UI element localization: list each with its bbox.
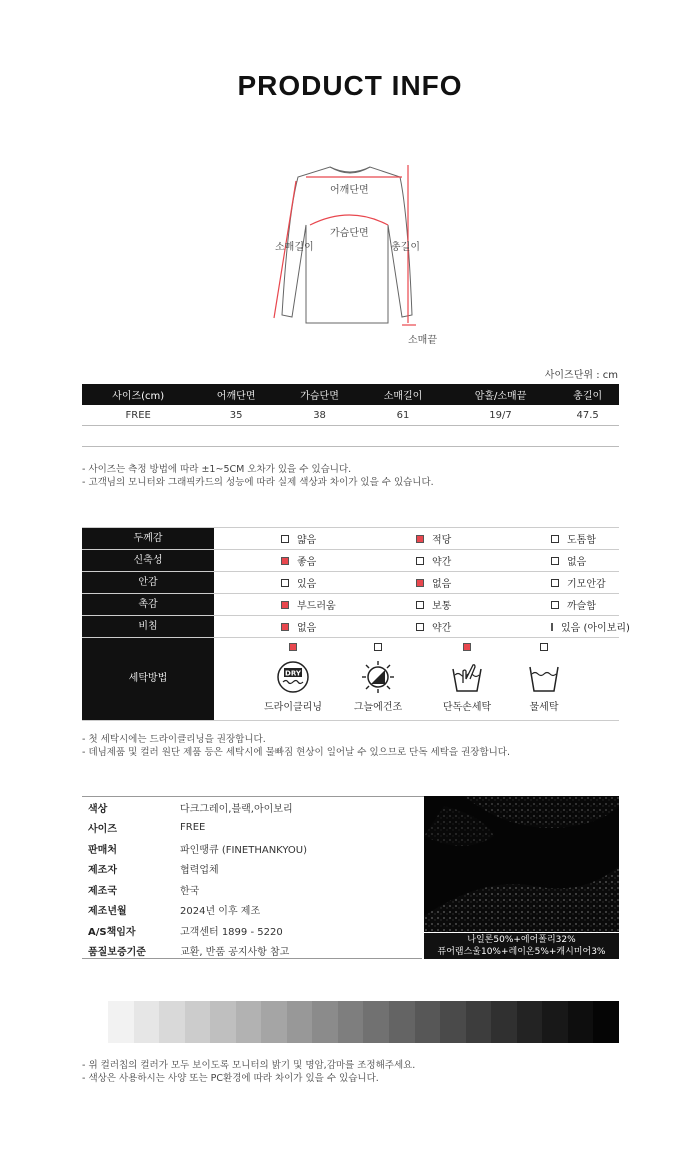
option-label: 없음 (297, 623, 317, 634)
wash-notes (82, 733, 510, 759)
size-cell: 47.5 (556, 405, 619, 426)
attributes-table (82, 527, 630, 721)
note-line: - 색상은 사용하시는 사양 또는 PC환경에 따라 차이가 있을 수 있습니다. (82, 1073, 379, 1084)
checkbox (551, 535, 559, 543)
water-wash-icon (526, 659, 562, 695)
checkbox-checked (463, 643, 471, 651)
checkbox (551, 601, 559, 609)
attr-label: 신축성 (82, 550, 214, 571)
gray-swatch (466, 1001, 492, 1043)
gray-swatch (593, 1001, 619, 1043)
gray-swatch (261, 1001, 287, 1043)
size-header: 사이즈(cm) (82, 384, 194, 405)
info-row (82, 797, 422, 818)
dry-text: DRY (285, 669, 301, 678)
gray-swatch (363, 1001, 389, 1043)
info-value: 2024년 이후 제조 (180, 906, 261, 918)
checkbox (281, 579, 289, 587)
size-header: 암홀/소매끝 (445, 384, 557, 405)
size-cell: FREE (82, 405, 194, 426)
info-row (82, 818, 422, 839)
option-label: 약간 (432, 623, 452, 634)
checkbox (281, 535, 289, 543)
info-value: 고객센터 1899 - 5220 (180, 926, 283, 938)
info-value: 협력업체 (180, 865, 219, 877)
dry-clean-icon (275, 659, 311, 695)
info-row (82, 900, 422, 921)
gray-swatch (568, 1001, 594, 1043)
option-label: 약간 (432, 557, 452, 568)
size-header: 어깨단면 (194, 384, 277, 405)
info-key: 제조년월 (88, 906, 127, 918)
checkbox (416, 601, 424, 609)
info-row (82, 838, 422, 859)
option-label: 있음 (297, 579, 317, 590)
wash-item-label: 물세탁 (529, 702, 559, 713)
info-key: A/S책임자 (88, 926, 136, 938)
wash-item-label: 드라이클리닝 (264, 702, 322, 713)
size-header: 소매길이 (361, 384, 444, 405)
gray-swatch (542, 1001, 568, 1043)
option-label: 보통 (432, 601, 452, 612)
info-value: 한국 (180, 885, 200, 897)
divider (82, 958, 422, 959)
checkbox-checked (551, 623, 553, 631)
attr-label: 안감 (82, 572, 214, 593)
checkbox (540, 643, 548, 651)
checkbox (551, 579, 559, 587)
option-label: 없음 (567, 557, 587, 568)
note-line: - 위 컬러칩의 컬러가 모두 보이도록 모니터의 밝기 및 명암,감마를 조정해주세요. (82, 1060, 416, 1071)
table-row (82, 405, 619, 426)
info-value: 파인땡큐 (FINETHANKYOU) (180, 844, 308, 856)
option-label: 좋음 (297, 557, 317, 568)
info-key: 품질보증기준 (88, 947, 146, 959)
info-row (82, 859, 422, 880)
size-notes (82, 463, 434, 489)
wash-item-dry-clean (253, 638, 333, 713)
attr-row-lining (82, 571, 619, 593)
attr-row-stretch (82, 549, 619, 571)
checkbox (374, 643, 382, 651)
attr-row-thickness (82, 527, 619, 549)
diagram-length-label: 총길이 (391, 242, 420, 253)
option-label: 부드러움 (297, 601, 336, 612)
info-value: FREE (180, 822, 206, 834)
attr-label: 촉감 (82, 594, 214, 615)
info-key: 제조자 (88, 865, 117, 877)
attr-row-sheerness (82, 615, 630, 637)
info-value: 교환, 반품 공지사항 참고 (180, 947, 290, 959)
option-label: 적당 (432, 535, 452, 546)
diagram-sleeve-label: 소매길이 (275, 242, 314, 253)
info-key: 사이즈 (88, 824, 117, 836)
checkbox (416, 557, 424, 565)
checkbox-checked (281, 557, 289, 565)
color-notes (82, 1059, 415, 1085)
gray-swatch (108, 1001, 134, 1043)
wash-item-label: 그늘에건조 (353, 702, 403, 713)
gray-swatch (210, 1001, 236, 1043)
gray-swatch (389, 1001, 415, 1043)
info-key: 판매처 (88, 844, 117, 856)
size-header: 가슴단면 (278, 384, 361, 405)
note-line: - 사이즈는 측정 방법에 따라 ±1~5CM 오차가 있을 수 있습니다. (82, 464, 352, 475)
info-row (82, 920, 422, 941)
page-title: PRODUCT INFO (237, 70, 463, 101)
option-label: 까슬함 (567, 601, 596, 612)
size-header: 총길이 (556, 384, 619, 405)
diagram-chest-label: 가슴단면 (330, 228, 369, 239)
option-label: 도톰함 (567, 535, 596, 546)
gray-swatch (517, 1001, 543, 1043)
gray-swatch (287, 1001, 313, 1043)
wash-item-label: 단독손세탁 (442, 702, 492, 713)
gray-swatch (415, 1001, 441, 1043)
shade-dry-icon (360, 659, 396, 695)
attr-label: 두께감 (82, 528, 214, 549)
checkbox-checked (289, 643, 297, 651)
table-row-empty (82, 426, 619, 447)
gray-swatch (338, 1001, 364, 1043)
note-line: - 첫 세탁시에는 드라이클리닝을 권장합니다. (82, 734, 266, 745)
wash-item-hand-wash (427, 638, 507, 713)
checkbox (551, 557, 559, 565)
fabric-composition (424, 933, 619, 959)
gray-swatch (134, 1001, 160, 1043)
gray-swatch (159, 1001, 185, 1043)
info-key: 색상 (88, 803, 108, 815)
option-label: 기모안감 (567, 579, 606, 590)
note-line: - 데님제품 및 컬러 원단 제품 등은 세탁시에 물빠짐 현상이 일어날 수 있으므로 단독 세탁을 권장합니다. (82, 747, 511, 758)
checkbox (416, 623, 424, 631)
hand-wash-icon (449, 659, 485, 695)
fabric-line: 퓨어램스울10%+레이온5%+캐시미어3% (437, 947, 606, 957)
size-cell: 35 (194, 405, 277, 426)
gray-swatch (491, 1001, 517, 1043)
diagram-shoulder-label: 어깨단면 (330, 185, 369, 196)
washing-label: 세탁방법 (82, 638, 214, 720)
option-label: 있음 (아이보리) (561, 623, 630, 634)
checkbox-checked (416, 535, 424, 543)
info-row (82, 879, 422, 900)
diagram-cuff-label: 소매끝 (408, 335, 437, 346)
option-label: 얇음 (297, 535, 317, 546)
gray-swatch (440, 1001, 466, 1043)
checkbox-checked (281, 601, 289, 609)
size-unit-label: 사이즈단위 : cm (544, 370, 618, 381)
size-cell: 19/7 (445, 405, 557, 426)
wash-item-water-wash (504, 638, 584, 713)
checkbox-checked (281, 623, 289, 631)
product-info-list (82, 796, 422, 961)
wash-item-shade-dry (338, 638, 418, 713)
fabric-line: 나일론50%+에어폴리32% (467, 935, 576, 945)
size-cell: 38 (278, 405, 361, 426)
note-line: - 고객님의 모니터와 그래픽카드의 성능에 따라 실제 색상과 차이가 있을 수 있습니다. (82, 477, 434, 488)
gray-swatch (312, 1001, 338, 1043)
checkbox-checked (416, 579, 424, 587)
grayscale-chart (108, 1001, 619, 1043)
attr-row-touch (82, 593, 619, 615)
option-label: 없음 (432, 579, 452, 590)
info-value: 다크그레이,블랙,아이보리 (180, 803, 293, 815)
gray-swatch (236, 1001, 262, 1043)
size-cell: 61 (361, 405, 444, 426)
size-table (82, 384, 619, 447)
info-key: 제조국 (88, 885, 117, 897)
attr-label: 비침 (82, 616, 214, 637)
washing-row (82, 637, 619, 721)
gray-swatch (185, 1001, 211, 1043)
fabric-swatch-image (424, 796, 619, 932)
